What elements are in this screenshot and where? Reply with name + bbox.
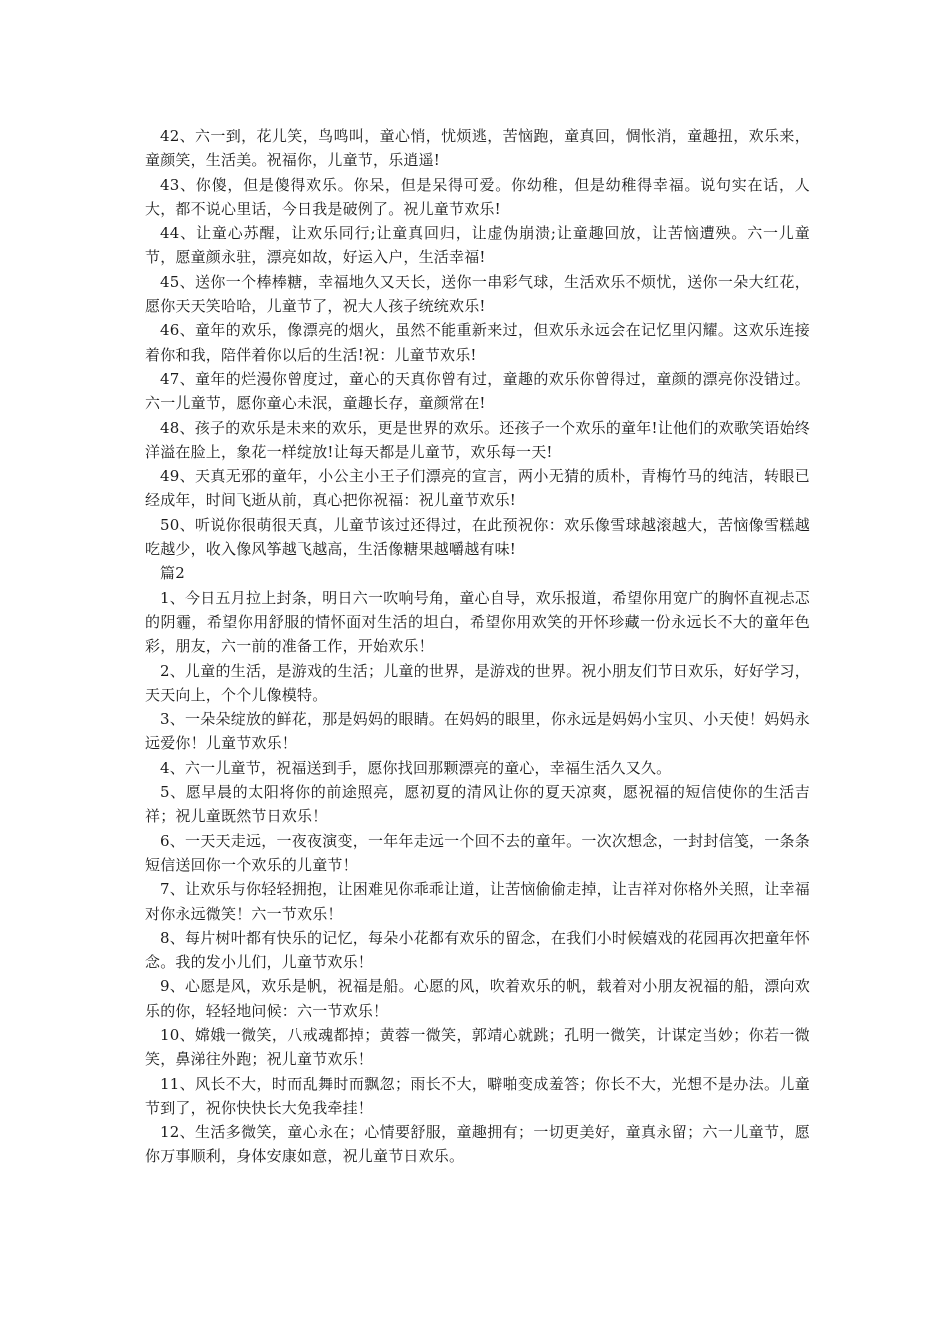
part2-blessing-6: 6、一天天走远，一夜夜演变，一年年走远一个回不去的童年。一次次想念，一封封信笺，一条条短信送回你一个欢乐的儿童节！ xyxy=(145,831,810,874)
part2-blessing-11: 11、风长不大，时而乱舞时而飘忽；雨长不大，噼啪变成羞答；你长不大，光想不是办法。儿童节到了，祝你快快长大免我牵挂！ xyxy=(145,1074,810,1117)
blessing-47: 47、童年的烂漫你曾度过，童心的天真你曾有过，童趣的欢乐你曾得过，童颜的漂亮你没错过。六一儿童节，愿你童心未泯，童趣长存，童颜常在! xyxy=(145,369,810,413)
part2-blessing-5: 5、愿早晨的太阳将你的前途照亮，愿初夏的清风让你的夏天凉爽，愿祝福的短信使你的生活吉祥；祝儿童既然节日欢乐！ xyxy=(145,783,810,826)
blessing-50: 50、听说你很萌很天真，儿童节该过还得过，在此预祝你：欢乐像雪球越滚越大，苦恼像雪糕越吃越少，收入像风筝越飞越高，生活像糖果越嚼越有味! xyxy=(145,515,810,559)
blessing-49: 49、天真无邪的童年，小公主小王子们漂亮的宣言，两小无猜的质朴，青梅竹马的纯洁，转眼已经成年，时间飞逝从前，真心把你祝福：祝儿童节欢乐! xyxy=(145,467,810,510)
section-title: 篇2 xyxy=(160,564,185,583)
blessing-44: 44、让童心苏醒，让欢乐同行;让童真回归，让虚伪崩溃;让童趣回放，让苦恼遭殃。六一儿童节，愿童颜永驻，漂亮如故，好运入户，生活幸福! xyxy=(145,224,810,267)
part2-blessing-12: 12、生活多微笑，童心永在；心情要舒服，童趣拥有；一切更美好，童真永留；六一儿童节，愿你万事顺利，身体安康如意，祝儿童节日欢乐。 xyxy=(145,1123,810,1166)
part2-blessing-10: 10、嫦娥一微笑，八戒魂都掉；黄蓉一微笑，郭靖心就跳；孔明一微笑，计谋定当妙；你若一微笑，鼻涕往外跑；祝儿童节欢乐！ xyxy=(145,1025,810,1069)
blessing-43: 43、你傻，但是傻得欢乐。你呆，但是呆得可爱。你幼稚，但是幼稚得幸福。说句实在话，人大，都不说心里话，今日我是破例了。祝儿童节欢乐! xyxy=(145,175,810,218)
blessing-45: 45、送你一个棒棒糖，幸福地久又天长，送你一串彩气球，生活欢乐不烦忧，送你一朵大红花，愿你天天笑哈哈，儿童节了，祝大人孩子统统欢乐! xyxy=(145,272,810,316)
part2-blessing-7: 7、让欢乐与你轻轻拥抱，让困难见你乖乖让道，让苦恼偷偷走掉，让吉祥对你格外关照，让幸福对你永远微笑！六一节欢乐！ xyxy=(145,880,810,923)
part2-blessing-1: 1、今日五月拉上封条，明日六一吹响号角，童心自导，欢乐报道，希望你用宽广的胸怀直视忐忑的阴霾，希望你用舒服的情怀面对生活的坦白，希望你用欢笑的开怀珍藏一份永远长不大的童年色彩，朋友，六一前的准备工作，开始欢乐！ xyxy=(145,588,810,656)
part2-blessing-2: 2、儿童的生活，是游戏的生活；儿童的世界，是游戏的世界。祝小朋友们节日欢乐，好好学习，天天向上，个个儿像模特。 xyxy=(145,661,810,704)
blessing-42: 42、六一到，花儿笑，鸟鸣叫，童心悄，忧烦逃，苦恼跑，童真回，惆怅消，童趣扭，欢乐来，童颜笑，生活美。祝福你，儿童节，乐逍遥! xyxy=(145,127,810,170)
blessing-46: 46、童年的欢乐，像漂亮的烟火，虽然不能重新来过，但欢乐永远会在记忆里闪耀。这欢乐连接着你和我，陪伴着你以后的生活!祝：儿童节欢乐! xyxy=(145,321,810,364)
blessing-48: 48、孩子的欢乐是未来的欢乐，更是世界的欢乐。还孩子一个欢乐的童年!让他们的欢歌笑语始终洋溢在脸上，象花一样绽放!让每天都是儿童节，欢乐每一天! xyxy=(145,418,810,461)
part2-blessing-3: 3、一朵朵绽放的鲜花，那是妈妈的眼睛。在妈妈的眼里，你永远是妈妈小宝贝、小天使！妈妈永远爱你！儿童节欢乐！ xyxy=(145,710,810,753)
part2-blessing-4: 4、六一儿童节，祝福送到手，愿你找回那颗漂亮的童心，幸福生活久又久。 xyxy=(160,758,672,777)
part2-blessing-8: 8、每片树叶都有快乐的记忆，每朵小花都有欢乐的留念，在我们小时候嬉戏的花园再次把童年怀念。我的发小儿们，儿童节欢乐！ xyxy=(145,928,810,972)
part2-blessing-9: 9、心愿是风，欢乐是帆，祝福是船。心愿的风，吹着欢乐的帆，载着对小朋友祝福的船，漂向欢乐的你，轻轻地问候：六一节欢乐！ xyxy=(145,977,810,1020)
document-page xyxy=(145,124,810,1169)
